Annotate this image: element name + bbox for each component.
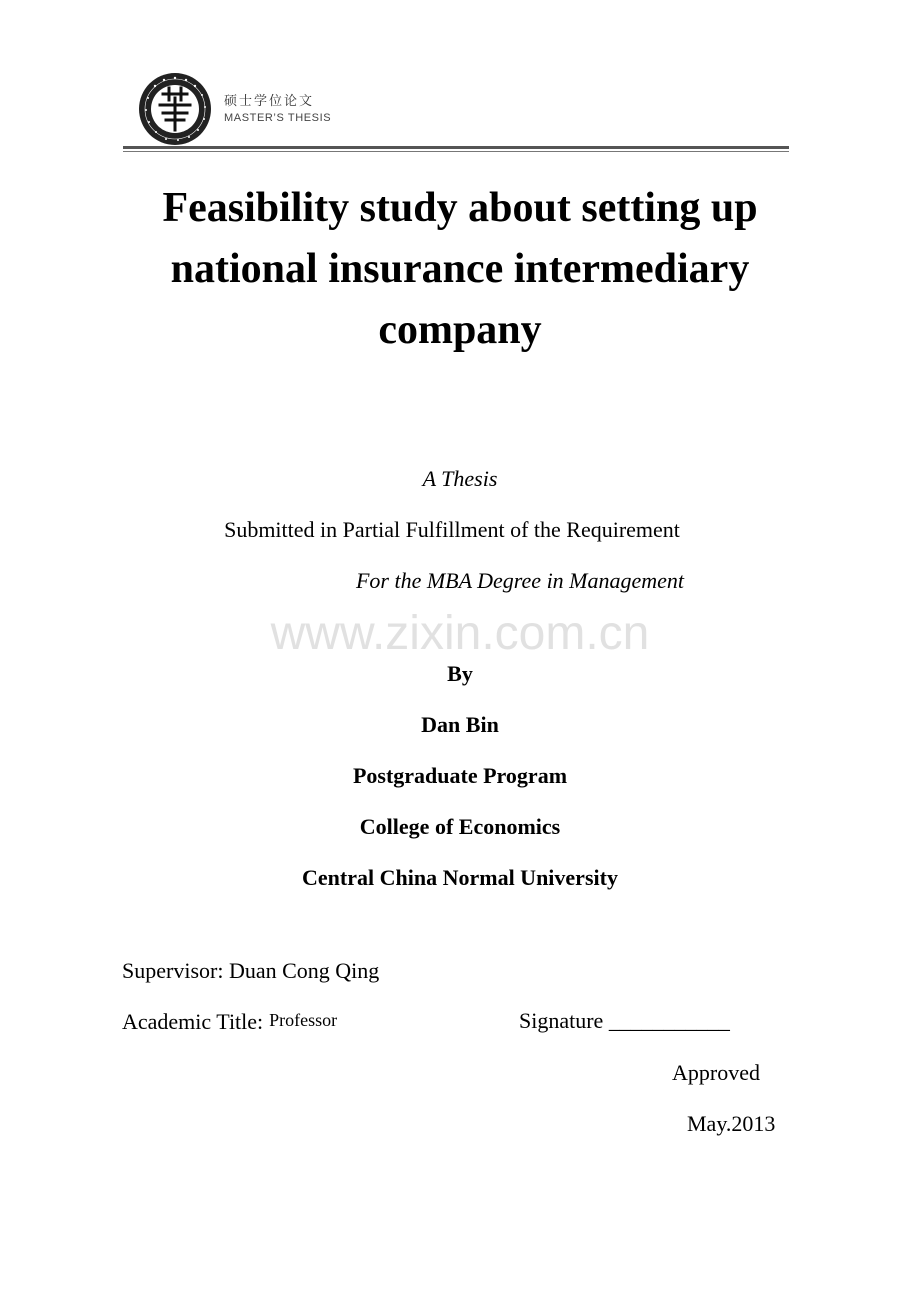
header-cn-label: 硕士学位论文 <box>224 94 315 109</box>
watermark-text: www.zixin.com.cn <box>270 607 650 660</box>
title-line-3: company <box>378 307 542 353</box>
thesis-kind: A Thesis <box>422 466 498 491</box>
academic-title-value: Professor <box>269 1010 338 1030</box>
seal-icon <box>138 72 212 146</box>
approval-date: May.2013 <box>687 1111 776 1136</box>
author-name: Dan Bin <box>421 712 499 737</box>
header-en-label: MASTER’S THESIS <box>224 112 332 124</box>
supervisor-line: Supervisor: Duan Cong Qing <box>122 958 380 983</box>
by-label: By <box>447 661 473 686</box>
title-line-2: national insurance intermediary <box>170 246 750 292</box>
header-rule-thin <box>123 151 789 152</box>
academic-title-label: Academic Title: <box>122 1009 264 1034</box>
signature-line: Signature ___________ <box>519 1008 730 1033</box>
submitted-line: Submitted in Partial Fulfillment of the Requirement <box>224 517 680 542</box>
degree-line: For the MBA Degree in Management <box>355 568 685 593</box>
thesis-title <box>100 178 820 361</box>
program-name: Postgraduate Program <box>352 763 568 788</box>
header-rule-thick <box>123 146 789 149</box>
academic-title-line <box>122 1009 337 1036</box>
approved-label: Approved <box>672 1060 760 1085</box>
university-seal-logo <box>138 72 212 146</box>
university-name: Central China Normal University <box>302 865 618 890</box>
college-name: College of Economics <box>359 814 561 839</box>
title-line-1: Feasibility study about setting up <box>162 185 758 231</box>
